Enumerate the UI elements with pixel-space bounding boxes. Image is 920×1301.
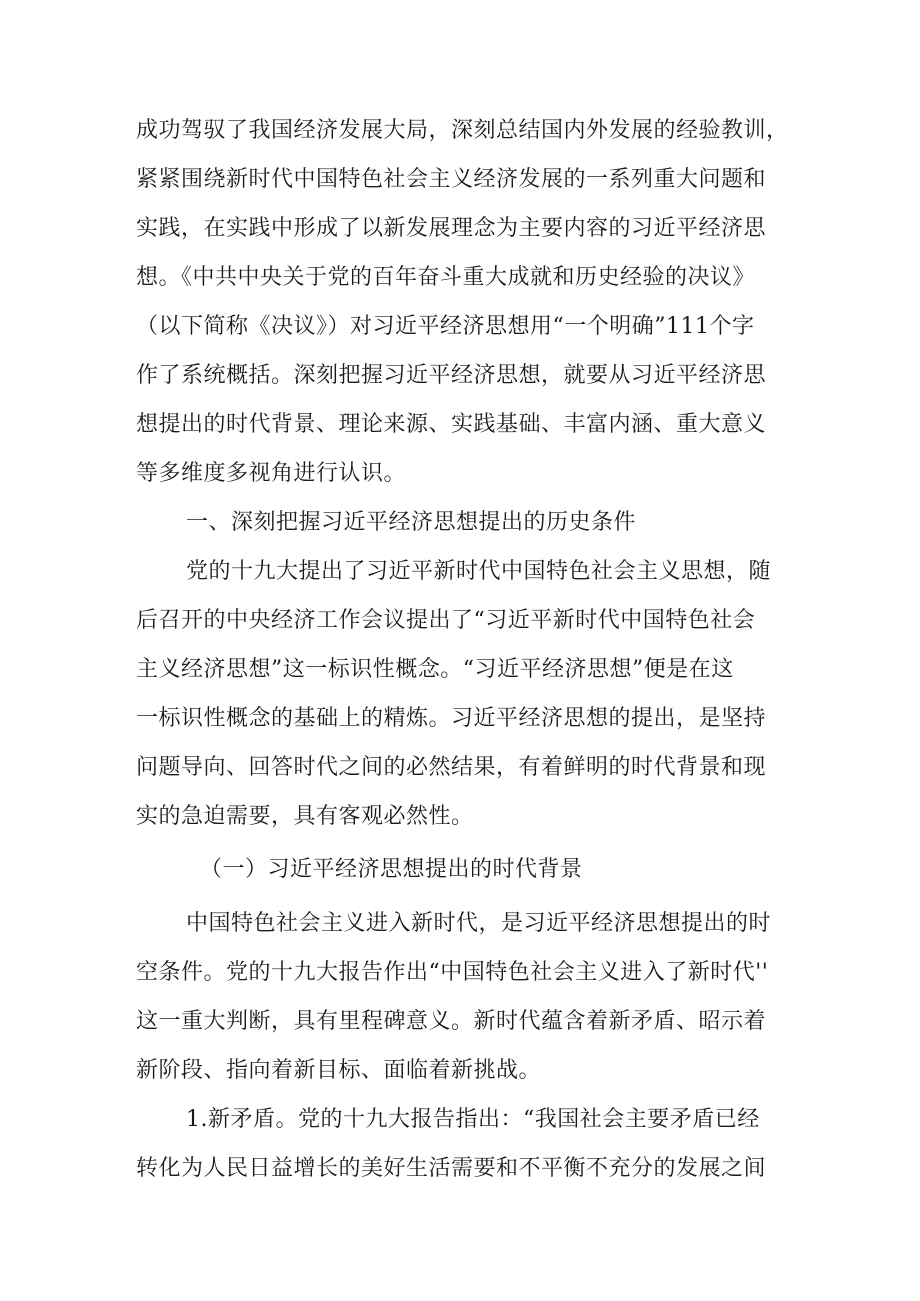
text-line: 成功驾驭了我国经济发展大局，深刻总结国内外发展的经验教训，: [136, 118, 789, 143]
text-line: 空条件。党的十九大报告作出“中国特色社会主义进入了新时代'': [136, 960, 769, 985]
text-line: 中国特色社会主义进入新时代，是习近平经济思想提出的时: [186, 911, 772, 936]
text-line: 想。《中共中央关于党的百年奋斗重大成就和历史经验的决议》: [136, 265, 756, 290]
text-line: 转化为人民日益增长的美好生活需要和不平衡不充分的发展之间: [136, 1156, 767, 1181]
section-heading: 一、深刻把握习近平经济思想提出的历史条件: [186, 510, 637, 535]
subsection-heading: （一）习近平经济思想提出的时代背景: [200, 857, 583, 882]
text-line: 作了系统概括。深刻把握习近平经济思想，就要从习近平经济思: [136, 363, 767, 388]
text-line: 实践，在实践中形成了以新发展理念为主要内容的习近平经济思: [136, 216, 767, 241]
text-line: 一标识性概念的基础上的精炼。习近平经济思想的提出，是坚持: [136, 706, 767, 731]
text-line: 主义经济思想”这一标识性概念。“习近平经济思想”便是在这: [136, 657, 734, 682]
text-line: 问题导向、回答时代之间的必然结果，有着鲜明的时代背景和现: [136, 755, 767, 780]
text-line: （以下简称《决议》）对习近平经济思想用“一个明确”111个字: [136, 314, 755, 339]
text-line: 后召开的中央经济工作会议提出了“习近平新时代中国特色社会: [136, 608, 756, 633]
text-line: 等多维度多视角进行认识。: [136, 461, 407, 486]
text-line: 实的急迫需要，具有客观必然性。: [136, 804, 474, 829]
text-line: 这一重大判断，具有里程碑意义。新时代蕴含着新矛盾、昭示着: [136, 1009, 767, 1034]
text-line: 新阶段、指向着新目标、面临着新挑战。: [136, 1058, 542, 1083]
text-line: 紧紧围绕新时代中国特色社会主义经济发展的一系列重大问题和: [136, 167, 767, 192]
text-line: 想提出的时代背景、理论来源、实践基础、丰富内涵、重大意义: [136, 412, 767, 437]
text-line: 1.新矛盾。党的十九大报告指出：“我国社会主要矛盾已经: [186, 1107, 760, 1132]
text-line: 党的十九大提出了习近平新时代中国特色社会主义思想，随: [186, 559, 772, 584]
